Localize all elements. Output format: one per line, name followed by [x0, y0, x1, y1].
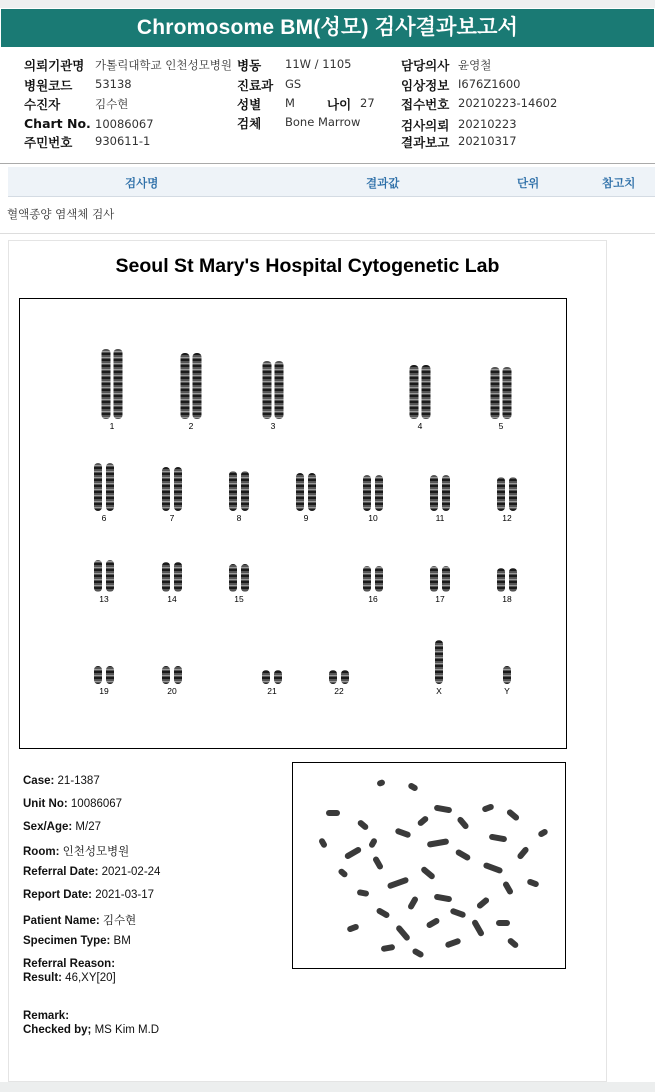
divider	[0, 233, 655, 234]
info-label-specimen: 검체	[237, 116, 262, 131]
chromosome-15-b	[241, 564, 249, 592]
th-reference[interactable]: 참고치	[602, 176, 636, 190]
metaphase-chromosome	[449, 907, 466, 918]
chromosome-19-b	[106, 666, 114, 684]
info-label-id-no: 주민번호	[24, 135, 73, 150]
info-label-age: 나이	[327, 97, 352, 112]
metaphase-chromosome	[387, 876, 410, 889]
metaphase-chromosome	[502, 880, 514, 895]
case-line-label: Referral Date:	[23, 866, 99, 878]
chromosome-label-15: 15	[234, 594, 244, 604]
chromosome-label-22: 22	[334, 686, 344, 696]
th-unit[interactable]: 단위	[517, 176, 540, 190]
chromosome-label-3: 3	[270, 421, 276, 431]
chromosome-16-a	[363, 566, 371, 592]
chromosome-3-a	[263, 361, 272, 419]
metaphase-chromosome	[375, 907, 390, 919]
metaphase-chromosome	[455, 848, 472, 861]
chromosome-Y	[503, 666, 511, 684]
karyogram-image	[20, 299, 566, 748]
case-line-label: Result:	[23, 972, 62, 984]
info-label-institution: 의뢰기관명	[24, 58, 85, 73]
metaphase-chromosome	[411, 947, 424, 958]
chromosome-1-b	[114, 349, 123, 419]
case-line-label: Sex/Age:	[23, 821, 73, 833]
case-line-value: 46,XY[20]	[61, 972, 116, 984]
metaphase-chromosome	[483, 862, 504, 874]
metaphase-chromosome	[476, 896, 491, 910]
chromosome-18-a	[497, 568, 505, 592]
info-label-doctor: 담당의사	[401, 58, 450, 73]
top-strip	[0, 0, 655, 8]
metaphase-chromosome	[318, 837, 328, 849]
chromosome-label-7: 7	[169, 513, 175, 523]
chromosome-17-a	[430, 566, 438, 592]
metaphase-chromosome	[456, 816, 470, 831]
chromosome-21-a	[262, 670, 270, 684]
chromosome-label-11: 11	[435, 513, 445, 523]
karyotype-report	[8, 240, 607, 1082]
chromosome-5-b	[503, 367, 512, 419]
chromosome-label-14: 14	[167, 594, 177, 604]
case-line	[23, 798, 122, 810]
chromosome-label-19: 19	[99, 686, 109, 696]
metaphase-chromosome	[381, 944, 396, 952]
lab-title: Seoul St Mary's Hospital Cytogenetic Lab	[115, 255, 500, 277]
chromosome-10-b	[375, 475, 383, 511]
info-value-department: GS	[285, 77, 302, 91]
chromosome-4-a	[410, 365, 419, 419]
metaphase-chromosome	[420, 866, 436, 881]
metaphase-chromosome	[496, 920, 510, 926]
case-line	[23, 821, 101, 833]
report-title: Chromosome BM(성모) 검사결과보고서	[1, 9, 654, 47]
case-line	[23, 843, 129, 859]
case-line	[23, 912, 136, 928]
info-label-request-date: 검사의뢰	[401, 118, 450, 133]
info-value-report-date: 20210317	[458, 134, 517, 148]
chromosome-18-b	[509, 568, 517, 592]
chromosome-7-a	[162, 467, 170, 511]
table-row[interactable]: 혈액종양 염색체 검사	[7, 207, 115, 221]
case-line-value: 10086067	[67, 798, 123, 810]
chromosome-label-12: 12	[502, 513, 512, 523]
info-value-request-date: 20210223	[458, 117, 517, 131]
chromosome-label-16: 16	[368, 594, 378, 604]
info-label-clinical-info: 임상정보	[401, 78, 450, 93]
info-value-specimen: Bone Marrow	[285, 115, 361, 129]
case-line-label: Unit No:	[23, 798, 68, 810]
metaphase-chromosome	[444, 937, 461, 948]
chromosome-13-a	[94, 560, 102, 592]
chromosome-label-2: 2	[188, 421, 194, 431]
info-value-id-no: 930611-1	[95, 134, 151, 148]
metaphase-chromosome	[394, 827, 411, 838]
chromosome-label-6: 6	[101, 513, 107, 523]
info-label-report-date: 결과보고	[401, 135, 450, 150]
th-result[interactable]: 결과값	[366, 176, 400, 190]
case-line-value: BM	[110, 935, 131, 947]
metaphase-chromosome	[326, 810, 340, 816]
case-line	[23, 775, 100, 787]
chromosome-8-a	[229, 471, 237, 511]
metaphase-chromosome	[506, 808, 521, 822]
case-line-value: 2021-02-24	[98, 866, 161, 878]
chromosome-16-b	[375, 566, 383, 592]
result-table-header	[8, 167, 655, 197]
case-line-value: 2021-03-17	[92, 889, 155, 901]
karyogram	[19, 298, 567, 749]
case-line-label: Case:	[23, 775, 55, 787]
metaphase-chromosome	[506, 937, 519, 949]
chromosome-13-b	[106, 560, 114, 592]
info-value-clinical-info: I676Z1600	[458, 77, 521, 91]
chromosome-11-a	[430, 475, 438, 511]
chromosome-label-17: 17	[435, 594, 445, 604]
chromosome-label-21: 21	[267, 686, 277, 696]
info-value-patient: 김수현	[95, 97, 129, 111]
chromosome-9-b	[308, 473, 316, 511]
chromosome-label-13: 13	[99, 594, 109, 604]
metaphase-chromosome	[357, 889, 370, 897]
info-value-age: 27	[360, 96, 375, 110]
case-line-label: Patient Name:	[23, 915, 100, 927]
case-line-value: MS Kim M.D	[91, 1024, 160, 1036]
case-line	[23, 1010, 69, 1022]
metaphase-chromosome	[481, 803, 494, 813]
info-value-receipt-no: 20210223-14602	[458, 96, 558, 110]
case-line	[23, 866, 160, 878]
metaphase-chromosome	[368, 837, 378, 849]
metaphase-chromosome	[434, 893, 453, 902]
metaphase-image	[292, 762, 566, 969]
chromosome-6-a	[94, 463, 102, 511]
info-label-hospital-code: 병원코드	[24, 78, 73, 93]
chromosome-8-b	[241, 471, 249, 511]
metaphase-chromosome	[416, 815, 429, 827]
info-label-patient: 수진자	[24, 97, 61, 112]
chromosome-label-9: 9	[303, 513, 309, 523]
case-line-value: 인천성모병원	[59, 846, 130, 858]
chromosome-1-a	[102, 349, 111, 419]
divider	[0, 163, 655, 164]
chromosome-label-10: 10	[368, 513, 378, 523]
case-line	[23, 958, 115, 970]
chromosome-2-b	[193, 353, 202, 419]
info-value-doctor: 윤영철	[458, 58, 492, 72]
metaphase-chromosome	[356, 819, 369, 831]
th-test-name[interactable]: 검사명	[125, 176, 159, 190]
info-value-ward: 11W / 1105	[285, 57, 352, 71]
chromosome-21-b	[274, 670, 282, 684]
metaphase-chromosome	[425, 917, 440, 929]
chromosome-9-a	[296, 473, 304, 511]
chromosome-3-b	[275, 361, 284, 419]
chromosome-22-b	[341, 670, 349, 684]
metaphase-chromosome	[434, 804, 453, 813]
chromosome-6-b	[106, 463, 114, 511]
metaphase-chromosome	[489, 833, 508, 842]
info-label-sex: 성별	[237, 97, 262, 112]
case-line	[23, 972, 116, 984]
metaphase-chromosome	[526, 878, 539, 888]
chromosome-12-a	[497, 477, 505, 511]
chromosome-label-4: 4	[417, 421, 423, 431]
info-value-chart-no: 10086067	[95, 117, 154, 131]
chromosome-22-a	[329, 670, 337, 684]
info-value-institution: 가톨릭대학교 인천성모병원	[95, 58, 232, 72]
info-label-department: 진료과	[237, 78, 274, 93]
chromosome-19-a	[94, 666, 102, 684]
metaphase-chromosome	[376, 779, 386, 787]
case-line-label: Remark:	[23, 1010, 70, 1022]
chromosome-label-5: 5	[498, 421, 504, 431]
case-line-value: 김수현	[99, 915, 137, 927]
chromosome-2-a	[181, 353, 190, 419]
chromosome-label-20: 20	[167, 686, 177, 696]
info-value-sex: M	[285, 96, 295, 110]
chromosome-14-a	[162, 562, 170, 592]
metaphase-chromosome	[516, 846, 530, 861]
info-label-chart-no: Chart No.	[24, 116, 91, 131]
chromosome-7-b	[174, 467, 182, 511]
case-line-label: Room:	[23, 846, 60, 858]
case-line-value: 21-1387	[54, 775, 100, 787]
metaphase-chromosome	[395, 924, 411, 942]
case-line-label: Specimen Type:	[23, 935, 111, 947]
info-label-receipt-no: 접수번호	[401, 97, 450, 112]
chromosome-5-a	[491, 367, 500, 419]
metaphase-chromosome	[344, 846, 363, 860]
chromosome-17-b	[442, 566, 450, 592]
case-line-label: Referral Reason:	[23, 958, 116, 970]
chromosome-label-18: 18	[502, 594, 512, 604]
metaphase-chromosome	[407, 895, 419, 910]
metaphase-chromosome	[427, 838, 450, 848]
chromosome-12-b	[509, 477, 517, 511]
chromosome-10-a	[363, 475, 371, 511]
metaphase-chromosome	[537, 828, 549, 838]
chromosome-20-b	[174, 666, 182, 684]
metaphase-chromosome	[407, 782, 419, 792]
chromosome-20-a	[162, 666, 170, 684]
case-line	[23, 889, 154, 901]
chromosome-label-1: 1	[109, 421, 115, 431]
metaphase-chromosome	[372, 855, 384, 870]
case-line-label: Checked by;	[23, 1024, 92, 1036]
info-value-hospital-code: 53138	[95, 77, 132, 91]
chromosome-X	[435, 640, 443, 684]
case-line-label: Report Date:	[23, 889, 93, 901]
chromosome-14-b	[174, 562, 182, 592]
bottom-strip	[0, 1082, 655, 1092]
metaphase-spread	[293, 763, 563, 966]
chromosome-label-Y: Y	[504, 686, 510, 696]
chromosome-15-a	[229, 564, 237, 592]
case-line-value: M/27	[72, 821, 101, 833]
metaphase-chromosome	[337, 867, 349, 878]
metaphase-chromosome	[346, 923, 359, 933]
chromosome-11-b	[442, 475, 450, 511]
chromosome-label-X: X	[436, 686, 442, 696]
metaphase-chromosome	[471, 919, 485, 938]
chromosome-4-b	[422, 365, 431, 419]
chromosome-label-8: 8	[236, 513, 242, 523]
case-line	[23, 935, 131, 947]
info-label-ward: 병동	[237, 58, 262, 73]
case-line	[23, 1024, 159, 1036]
